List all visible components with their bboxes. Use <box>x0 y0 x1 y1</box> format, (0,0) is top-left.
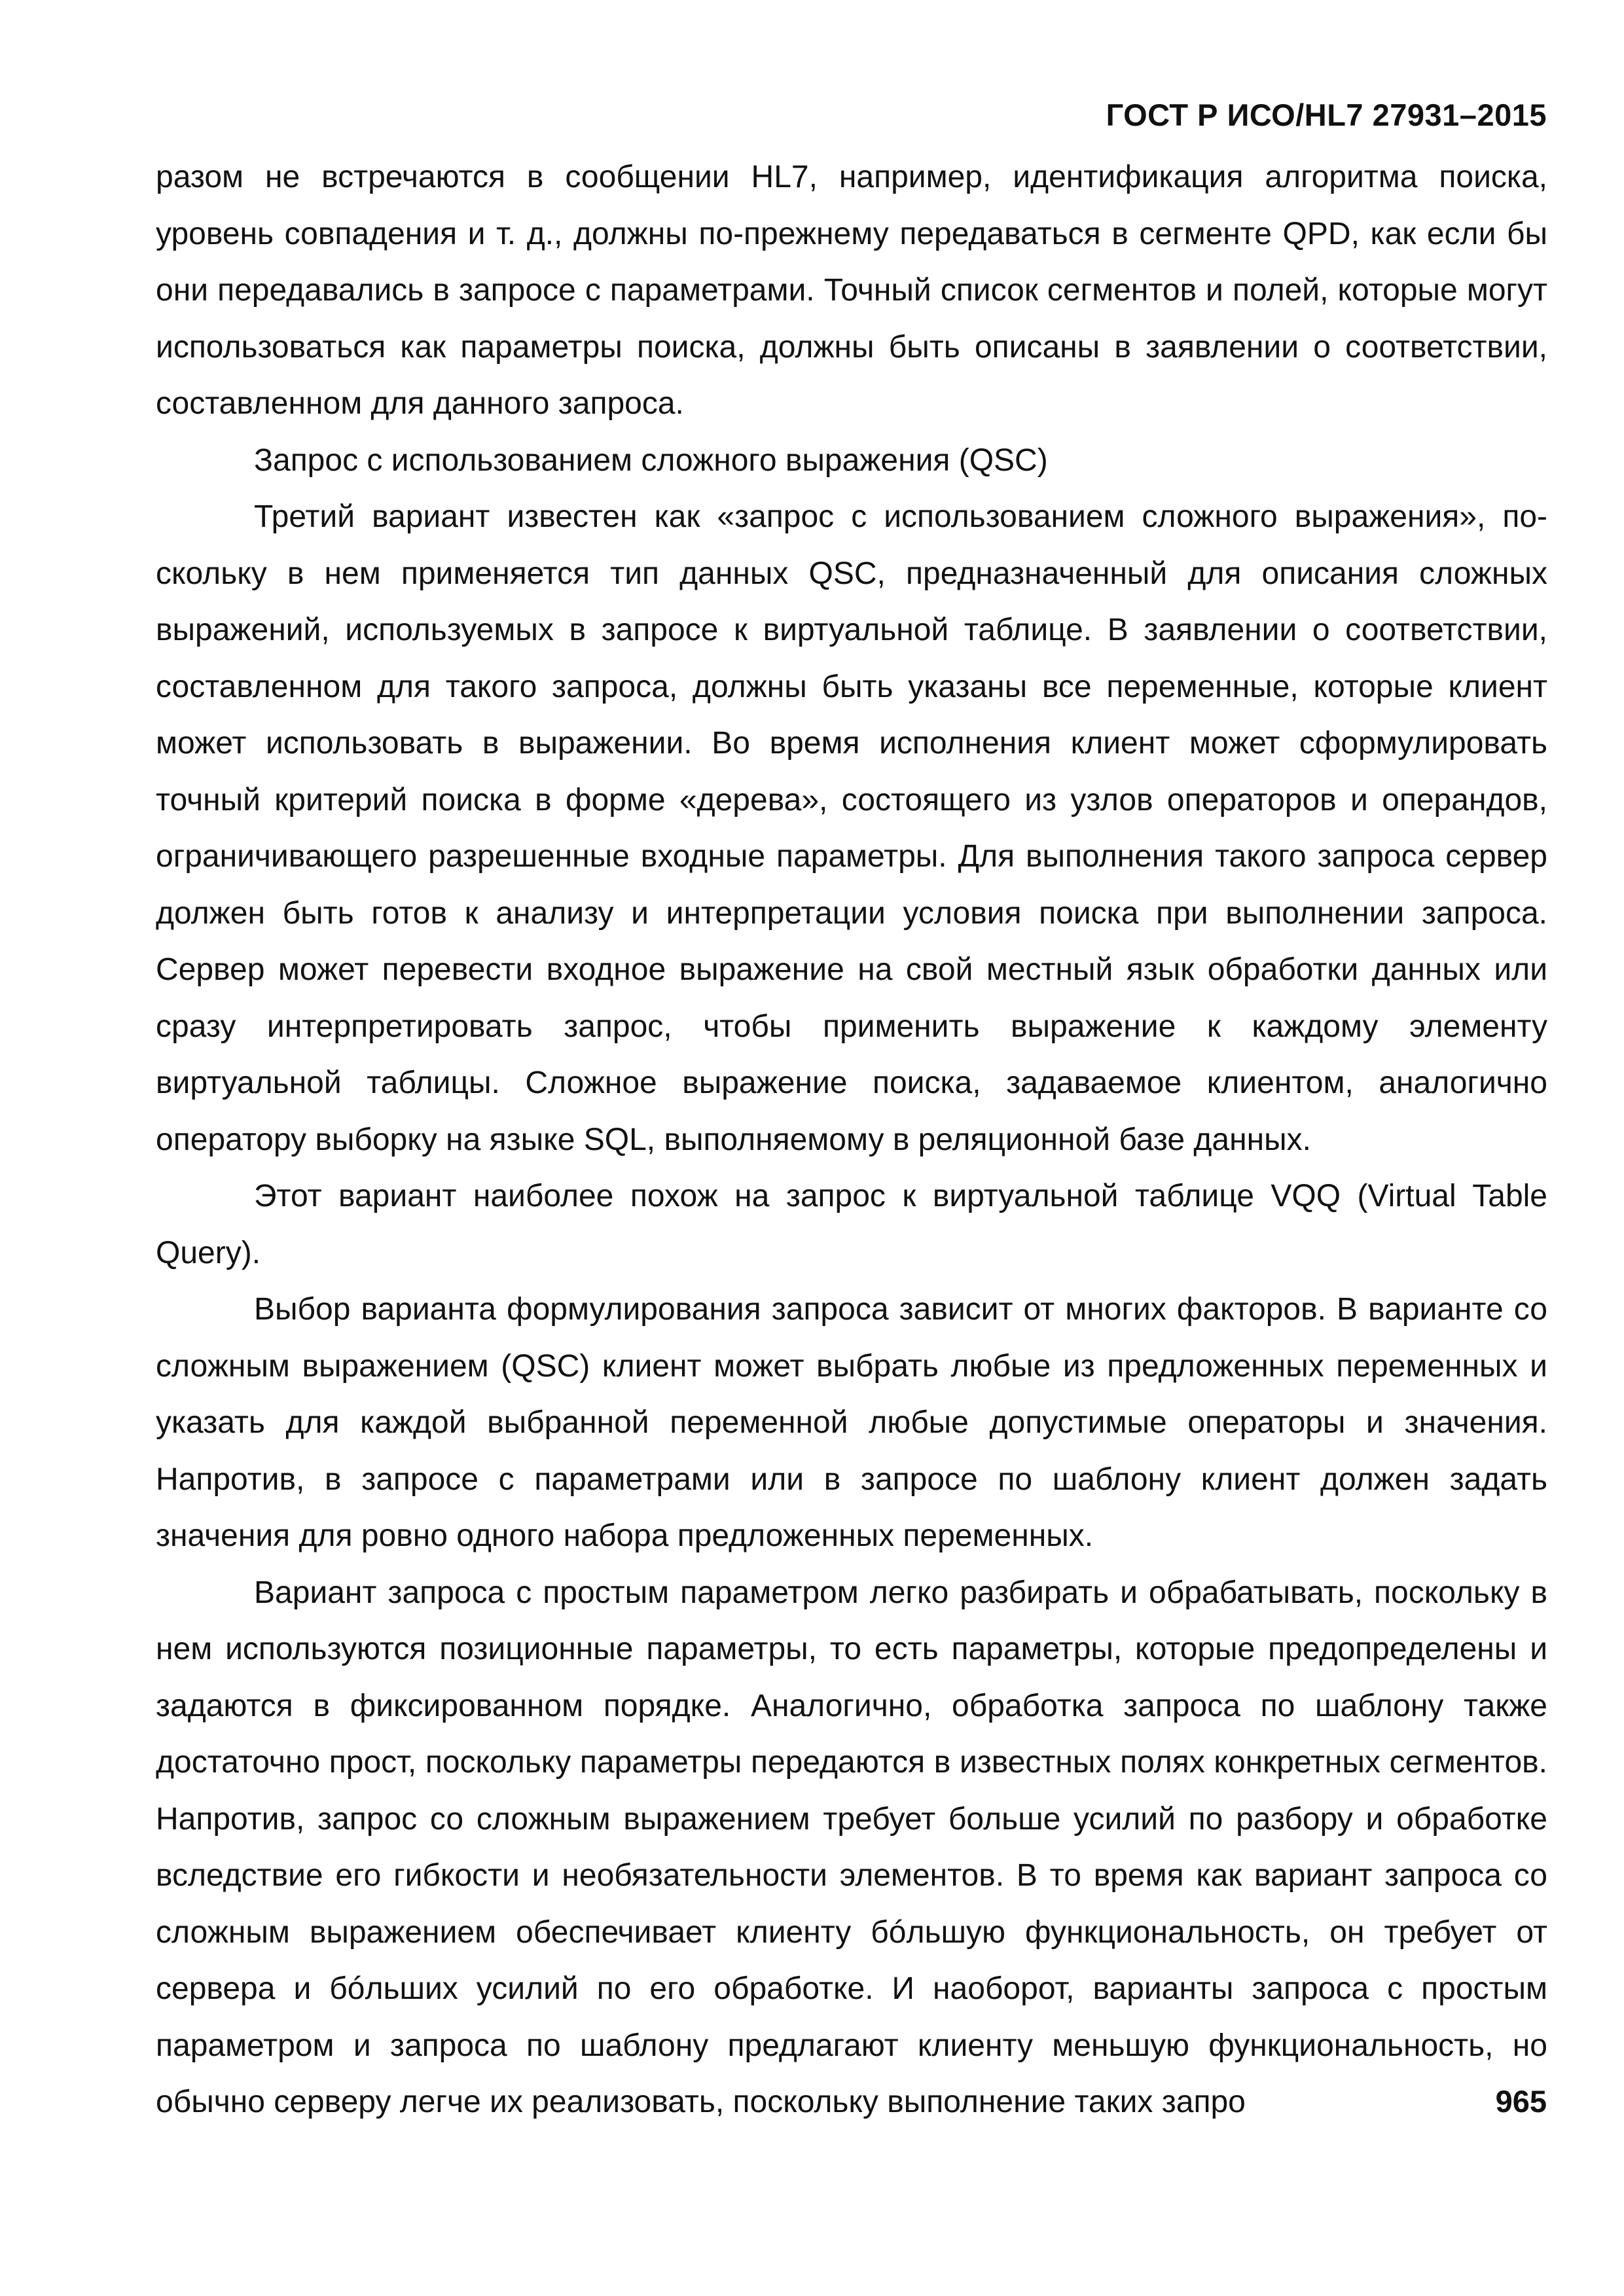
paragraph-variant-comparison: Вариант запроса с простым параметром легко разбирать и обрабатывать, поскольку в нем используются позиционные параметры, то есть параметры, которые предопределены и задаются в фиксированном порядке. Аналогично, обработка запроса по шаблону также достаточно прост, поскольку параметры передаются в известных полях конкретных сегментов. Напротив, запрос со сложным выражением требует больше усилий по разбору и обработке вследствие его гибкости и необязательности элементов. В то время как вариант запроса со сложным выражением обеспечивает клиенту бóльшую функциональность, он требует от сервера и бóльших усилий по его обработке. И наоборот, варианты запроса с простым параметром и запроса по шаблону предлагают клиенту меньшую функциональность, но обычно серверу легче их реализовать, поскольку выполнение таких запро <box>156 1575 1547 2119</box>
page-number: 965 <box>1495 2084 1547 2119</box>
paragraph-vqq-similarity: Этот вариант наиболее похож на запрос к виртуальной таблице VQQ (Virtual Table Query). <box>156 1179 1547 1270</box>
document-body <box>156 149 1547 2131</box>
paragraph-qsc-description: Третий вариант известен как «запрос с использованием сложного выражения», поскольку в нем применяется тип данных QSC, предназначенный для описания сложных выражений, используемых в запросе к виртуальной таблице. В заявлении о соответствии, составленном для такого запроса, должны быть указаны все переменные, которые клиент может использовать в выражении. Во время исполнения клиент может сформулировать точный критерий поиска в форме «дерева», состоящего из узлов операторов и операндов, ограничивающего разрешенные входные параметры. Для выполнения такого запроса сервер должен быть готов к анализу и интерпретации условия поиска при выполнении запроса. Сервер может перевести входное выражение на свой местный язык обработки данных или сразу интерпретировать запрос, чтобы применить выражение к каждому элементу виртуальной таблицы. Сложное выражение поиска, задаваемое клиентом, аналогично оператору выборку на языке SQL, выполняемому в реляционной базе данных. <box>156 499 1547 1157</box>
paragraph-continuation: разом не встречаются в сообщении HL7, например, идентификация алгоритма поиска, уровень совпадения и т. д., должны по-прежнему передаваться в сегменте QPD, как если бы они передавались в запросе с параметрами. Точный список сегментов и полей, которые могут использоваться как параметры поиска, должны быть описаны в заявлении о соответствии, составленном для данного запроса. <box>156 160 1547 421</box>
document-header-standard-id: ГОСТ Р ИСО/HL7 27931–2015 <box>1106 98 1547 132</box>
paragraph-subheading-qsc: Запрос с использованием сложного выражения (QSC) <box>254 442 1048 478</box>
paragraph-variant-choice: Выбор варианта формулирования запроса зависит от многих факторов. В варианте со сложным выражением (QSC) клиент может выбрать любые из предложенных переменных и указать для каждой выбранной переменной любые допустимые операторы и значения. Напротив, в запросе с параметрами или в запросе по шаблону клиент должен задать значения для ровно одного набора предложенных переменных. <box>156 1292 1547 1553</box>
